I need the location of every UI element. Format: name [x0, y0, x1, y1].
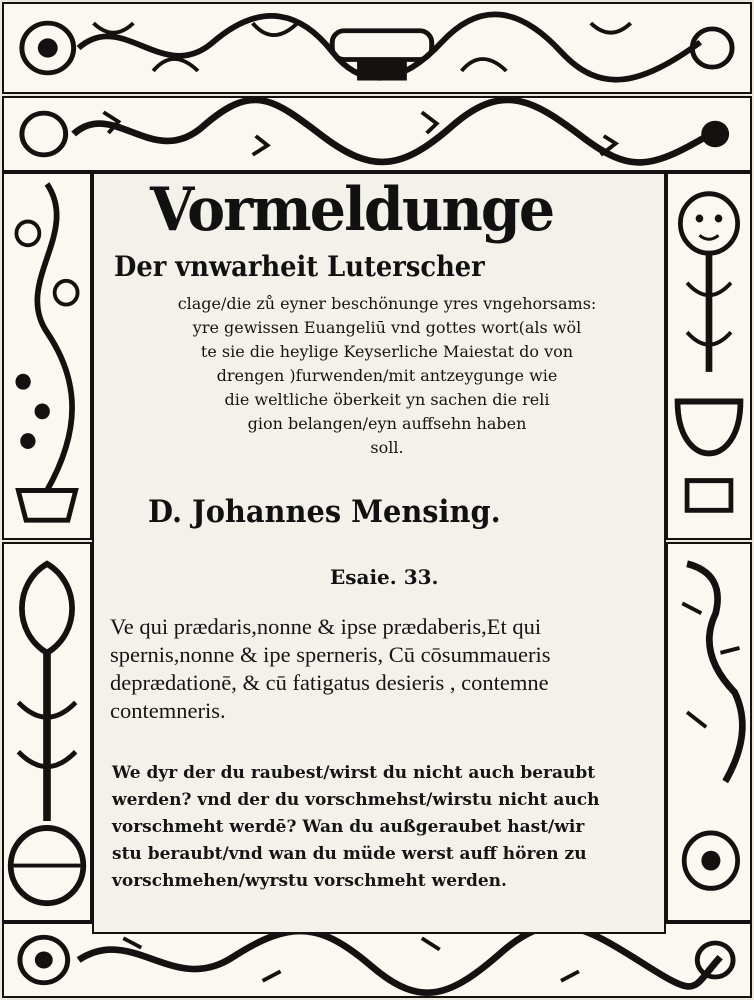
german-line: werden? vnd der du vorschmehst/wirstu nicht auch [112, 790, 600, 810]
lily-orb-icon [4, 544, 90, 920]
dragon-ornament-icon [4, 98, 750, 170]
body-line: te sie die heylige Keyserliche Maiestat do von [200, 342, 574, 361]
top-border-vine [2, 2, 752, 94]
latin-line: Ve qui prædaris,nonne & ipse prædaberis,Et qui [110, 614, 542, 639]
german-line: vorschmeht werdē? Wan du außgeraubet hast/wir [112, 817, 585, 837]
german-line: We dyr der du raubest/wirst du nicht auch beraubt [112, 763, 596, 783]
page-title: Vormeldunge [150, 175, 554, 245]
right-border-cherub [666, 172, 752, 540]
body-line: gion belangen/eyn auffsehn haben [247, 414, 527, 433]
body-line: die weltliche öberkeit yn sachen die reli [224, 390, 550, 409]
scripture-reference: Esaie. 33. [330, 565, 439, 589]
page-subtitle: Der vnwarheit Luterscher [114, 250, 485, 283]
left-border-lily [2, 542, 92, 922]
body-line: drengen )furwenden/mit antzeygunge wie [216, 366, 558, 385]
right-border-dragon [666, 542, 752, 922]
vine-ornament-icon [4, 4, 750, 92]
cherub-urn-icon [668, 174, 750, 538]
author-name: D. Johannes Mensing. [148, 494, 501, 530]
body-line: yre gewissen Euangeliū vnd gottes wort(als wöl [192, 318, 582, 337]
dragon-rosette-icon [668, 544, 750, 920]
flower-vine-icon [4, 174, 90, 538]
latin-line: deprædationē, & cū fatigatus desieris , contemne [110, 670, 549, 695]
german-line: vorschmehen/wyrstu vorschmeht werden. [112, 871, 507, 891]
body-line: soll. [370, 438, 404, 457]
dragon-rosette-border-icon [4, 924, 750, 996]
left-border-vase [2, 172, 92, 540]
latin-line: spernis,nonne & ipe sperneris, Cū cōsummaueris [110, 642, 551, 667]
latin-line: contemneris. [110, 698, 226, 723]
german-line: stu beraubt/vnd wan du müde werst auff hören zu [112, 844, 587, 864]
body-line: clage/die zů eyner beschönunge yres vngehorsams: [177, 294, 597, 313]
top-border-dragons [2, 96, 752, 172]
